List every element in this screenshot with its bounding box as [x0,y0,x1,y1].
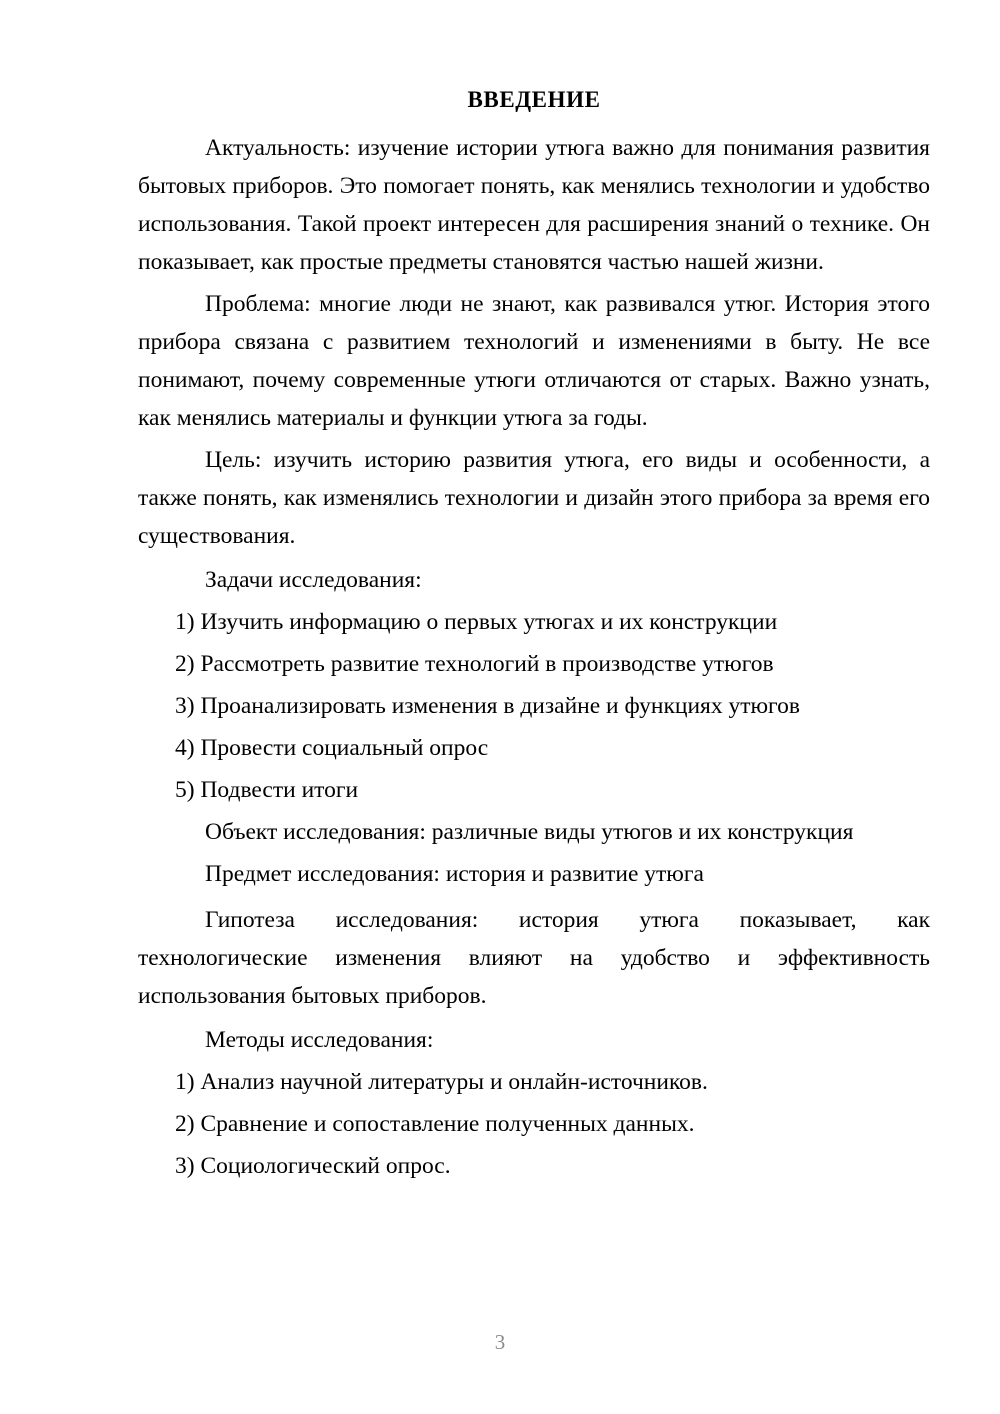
tasks-list [138,601,930,811]
paragraph-hypothesis: Гипотеза исследования: история утюга показывает, как технологические изменения влияют на удобство и эффективность использования бытовых приборов. [138,906,930,1009]
list-item: 2) Рассмотреть развитие технологий в производстве утюгов [175,650,774,677]
list-item: 1) Изучить информацию о первых утюгах и их конструкции [175,608,778,635]
paragraph-relevance: Актуальность: изучение истории утюга важно для понимания развития бытовых приборов. Это помогает понять, как менялись технологии и удобство использования. Такой проект интересен для расширения знаний о технике. Он показывает, как простые предметы становятся частью нашей жизни. [138,134,930,275]
tasks-heading: Задачи исследования: [205,566,422,593]
page-number: 3 [494,1330,506,1354]
research-object-line: Объект исследования: различные виды утюгов и их конструкция [205,818,854,845]
list-item: 3) Проанализировать изменения в дизайне и функциях утюгов [175,692,800,719]
methods-heading: Методы исследования: [205,1026,434,1053]
page-content [138,86,930,1187]
research-subject-line: Предмет исследования: история и развитие утюга [205,860,704,887]
paragraph-goal: Цель: изучить историю развития утюга, его виды и особенности, а также понять, как изменялись технологии и дизайн этого прибора за время его существования. [138,446,930,549]
list-item: 5) Подвести итоги [175,776,359,803]
paragraph-problem: Проблема: многие люди не знают, как развивался утюг. История этого прибора связана с развитием технологий и изменениями в быту. Не все понимают, почему современные утюги отличаются от старых. Важно узнать, как менялись материалы и функции утюга за годы. [138,290,930,431]
list-item: 4) Провести социальный опрос [175,734,489,761]
list-item: 2) Сравнение и сопоставление полученных данных. [175,1110,695,1137]
list-item: 1) Анализ научной литературы и онлайн-источников. [175,1068,708,1095]
page-title: ВВЕДЕНИЕ [467,87,601,112]
methods-list [138,1061,930,1187]
list-item: 3) Социологический опрос. [175,1152,451,1179]
